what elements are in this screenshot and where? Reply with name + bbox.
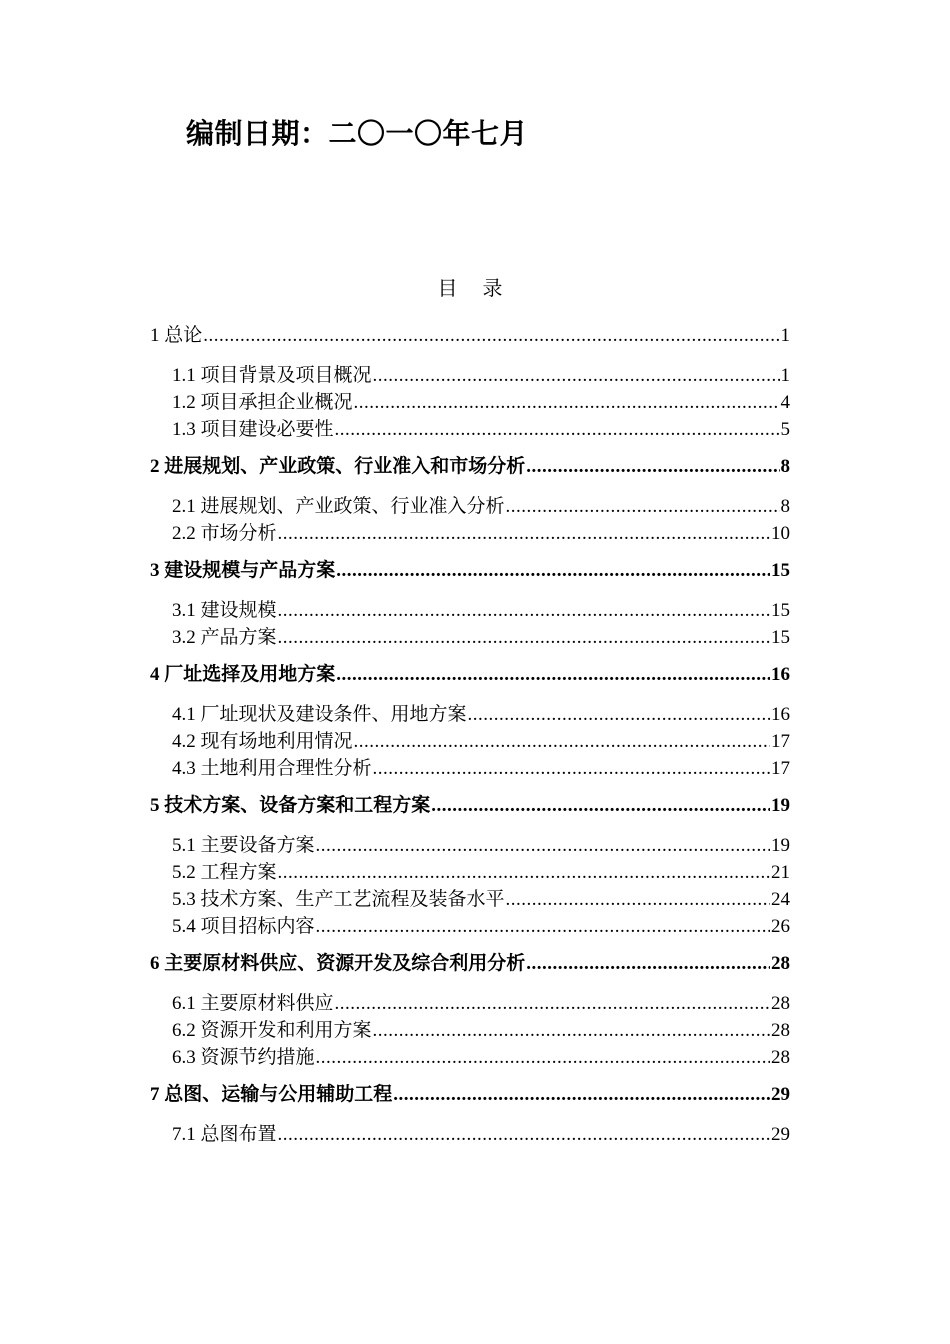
toc-section-label: 7.1 总图布置 — [172, 1124, 277, 1145]
toc-section-entry[interactable] — [150, 389, 790, 416]
toc-section-entry[interactable] — [150, 1017, 790, 1044]
toc-section-entry[interactable] — [150, 416, 790, 443]
toc-page-number: 28 — [771, 1020, 790, 1041]
toc-chapter-entry[interactable] — [150, 950, 790, 977]
toc-page-number: 16 — [771, 704, 790, 725]
toc-section-entry[interactable] — [150, 493, 790, 520]
toc-section-label: 4.2 现有场地利用情况 — [172, 731, 353, 752]
toc-section-entry[interactable] — [150, 1044, 790, 1071]
toc-page-number: 8 — [780, 456, 790, 477]
toc-leader-dots — [278, 597, 770, 624]
toc-chapter-entry[interactable] — [150, 557, 790, 584]
toc-leader-dots — [336, 557, 770, 584]
toc-page-number: 29 — [771, 1124, 790, 1145]
toc-chapter-label: 1 总论 — [150, 325, 203, 346]
toc-chapter-label: 2 进展规划、产业政策、行业准入和市场分析 — [150, 456, 526, 477]
toc-page-number: 19 — [771, 795, 790, 816]
toc-section-label: 6.3 资源节约措施 — [172, 1047, 315, 1068]
toc-section-label: 5.4 项目招标内容 — [172, 916, 315, 937]
toc-leader-dots — [278, 1121, 770, 1148]
toc-page-number: 10 — [771, 523, 790, 544]
toc-page-number: 15 — [771, 627, 790, 648]
toc-chapter-entry[interactable] — [150, 661, 790, 688]
toc-page-number: 28 — [771, 1047, 790, 1068]
toc-section-entry[interactable] — [150, 520, 790, 547]
toc-section-label: 3.2 产品方案 — [172, 627, 277, 648]
toc-section-label: 1.3 项目建设必要性 — [172, 419, 334, 440]
toc-leader-dots — [335, 416, 780, 443]
toc-leader-dots — [278, 859, 770, 886]
toc-leader-dots — [506, 493, 780, 520]
toc-section-label: 4.1 厂址现状及建设条件、用地方案 — [172, 704, 467, 725]
toc-leader-dots — [373, 362, 780, 389]
toc-chapter-label: 4 厂址选择及用地方案 — [150, 664, 336, 685]
toc-section-label: 4.3 土地利用合理性分析 — [172, 758, 372, 779]
toc-chapter-entry[interactable] — [150, 322, 790, 349]
toc-chapter-label: 7 总图、运输与公用辅助工程 — [150, 1084, 393, 1105]
toc-leader-dots — [393, 1081, 770, 1108]
toc-page-number: 29 — [771, 1084, 790, 1105]
toc-chapter-label: 5 技术方案、设备方案和工程方案 — [150, 795, 431, 816]
toc-chapter-entry[interactable] — [150, 792, 790, 819]
toc-section-label: 1.2 项目承担企业概况 — [172, 392, 353, 413]
toc-leader-dots — [373, 755, 770, 782]
toc-leader-dots — [431, 792, 770, 819]
compilation-date: 编制日期：二〇一〇年七月 — [186, 117, 529, 150]
toc-section-entry[interactable] — [150, 886, 790, 913]
toc-leader-dots — [526, 453, 779, 480]
toc-leader-dots — [373, 1017, 770, 1044]
toc-section-entry[interactable] — [150, 728, 790, 755]
toc-section-label: 5.2 工程方案 — [172, 862, 277, 883]
toc-section-entry[interactable] — [150, 624, 790, 651]
toc-section-entry[interactable] — [150, 362, 790, 389]
toc-page-number: 5 — [780, 419, 790, 440]
toc-page-number: 15 — [771, 600, 790, 621]
toc-page-number: 16 — [771, 664, 790, 685]
toc-chapter-label: 6 主要原材料供应、资源开发及综合利用分析 — [150, 953, 526, 974]
toc-page-number: 19 — [771, 835, 790, 856]
toc-section-entry[interactable] — [150, 1121, 790, 1148]
toc-section-entry[interactable] — [150, 859, 790, 886]
toc-section-label: 2.1 进展规划、产业政策、行业准入分析 — [172, 496, 505, 517]
toc-section-entry[interactable] — [150, 701, 790, 728]
toc-page-number: 24 — [771, 889, 790, 910]
toc-page-number: 8 — [780, 496, 790, 517]
toc-section-label: 6.1 主要原材料供应 — [172, 993, 334, 1014]
toc-section-entry[interactable] — [150, 832, 790, 859]
toc-page-number: 4 — [780, 392, 790, 413]
toc-leader-dots — [203, 322, 779, 349]
toc-chapter-entry[interactable] — [150, 453, 790, 480]
toc-section-entry[interactable] — [150, 755, 790, 782]
toc-leader-dots — [506, 886, 770, 913]
toc-section-label: 2.2 市场分析 — [172, 523, 277, 544]
toc-chapter-entry[interactable] — [150, 1081, 790, 1108]
toc-leader-dots — [316, 913, 770, 940]
toc-section-entry[interactable] — [150, 597, 790, 624]
toc-leader-dots — [316, 832, 770, 859]
toc-section-label: 1.1 项目背景及项目概况 — [172, 365, 372, 386]
toc-section-entry[interactable] — [150, 913, 790, 940]
toc-leader-dots — [336, 661, 770, 688]
toc-page-number: 1 — [780, 325, 790, 346]
toc-page-number: 26 — [771, 916, 790, 937]
toc-leader-dots — [278, 520, 770, 547]
toc-page-number: 1 — [780, 365, 790, 386]
toc-leader-dots — [335, 990, 770, 1017]
toc-page-number: 28 — [771, 993, 790, 1014]
toc-leader-dots — [354, 728, 770, 755]
toc-title: 目 录 — [437, 278, 513, 300]
toc-page-number: 21 — [771, 862, 790, 883]
table-of-contents — [150, 322, 790, 1148]
toc-section-entry[interactable] — [150, 990, 790, 1017]
toc-leader-dots — [526, 950, 770, 977]
toc-section-label: 5.3 技术方案、生产工艺流程及装备水平 — [172, 889, 505, 910]
toc-leader-dots — [468, 701, 770, 728]
toc-chapter-label: 3 建设规模与产品方案 — [150, 560, 336, 581]
toc-leader-dots — [278, 624, 770, 651]
toc-leader-dots — [316, 1044, 770, 1071]
toc-leader-dots — [354, 389, 780, 416]
toc-page-number: 17 — [771, 758, 790, 779]
toc-page-number: 28 — [771, 953, 790, 974]
toc-page-number: 15 — [771, 560, 790, 581]
toc-section-label: 5.1 主要设备方案 — [172, 835, 315, 856]
toc-page-number: 17 — [771, 731, 790, 752]
toc-section-label: 6.2 资源开发和利用方案 — [172, 1020, 372, 1041]
toc-section-label: 3.1 建设规模 — [172, 600, 277, 621]
